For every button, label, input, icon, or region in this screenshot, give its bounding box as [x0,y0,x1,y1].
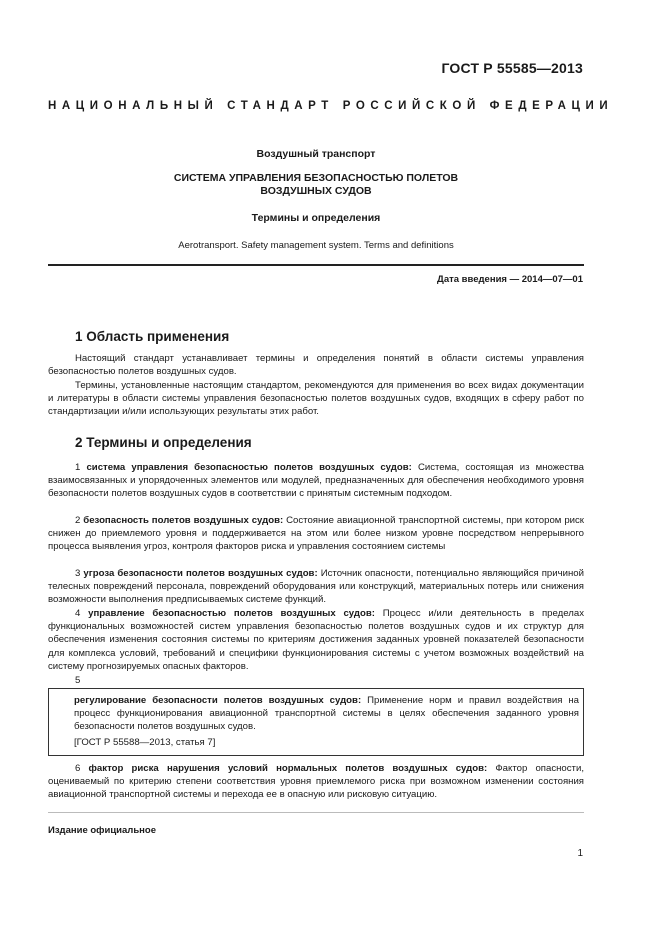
term-number: 3 [75,568,81,579]
national-standard-heading: НАЦИОНАЛЬНЫЙ СТАНДАРТ РОССИЙСКОЙ ФЕДЕРАЦИИ [48,100,614,112]
term-definition: Система, состоящая из множества взаимосвязанных и упорядоченных элементов или модулей, предназначенных для обеспечения необходимого уровня безопасности полетов воздушных судов в соответствии с принятым системным подходом. [48,462,585,500]
term-number: 1 [75,462,81,473]
term-name: фактор риска нарушения условий нормальных полетов воздушных судов: [88,763,488,774]
term-name: управление безопасностью полетов воздушных судов: [88,608,375,619]
page-number: 1 [577,848,583,859]
term-definition: Процесс и/или деятельность в пределах функциональных возможностей систем управления безопасностью полетов воздушных судов и их структур для обеспечения изменения состояния системы по критериям достижения заданных уровней показателей безопасности для комплекса условий, требований и специфики функционирования системы с учетом возможных воздействий на систему прогнозируемых опасных факторов. [48,608,584,672]
english-title: Aerotransport. Safety management system. Terms and definitions [178,240,454,251]
document-subtitle: Термины и определения [251,212,381,224]
document-title-line2: ВОЗДУШНЫХ СУДОВ [260,185,372,197]
term-definition: Применение норм и правил воздействия на процесс функционирования авиационной транспортной системы в целях обеспечения заданного уровня безопасности полетов воздушных судов. [74,695,579,733]
term-name: система управления безопасностью полетов воздушных судов: [86,462,412,473]
term-entry-2 [48,514,584,554]
term-definition: Состояние авиационной транспортной системы, при котором риск снижен до приемлемого уровня и поддерживается на этом или более низком уровне посредством непрерывного процесса выявления угроз, контроля факторов риска и управления состоянием системы [48,515,585,553]
section2-heading: 2 Термины и определения [75,435,252,450]
term-entry-1 [48,461,584,501]
document-title-line1: СИСТЕМА УПРАВЛЕНИЯ БЕЗОПАСНОСТЬЮ ПОЛЕТОВ [173,172,459,184]
term-number: 4 [75,608,81,619]
section1-paragraph-1: Настоящий стандарт устанавливает термины и определения понятий в области системы управления безопасностью полетов воздушных судов. [48,353,584,378]
term-number-5: 5 [75,675,81,686]
term-definition: Источник опасности, потенциально являющийся причиной телесных повреждений персонала, повреждений оборудования или конструкций, материальных потерь или снижения возможности выполнения предписываемых системе функций. [48,568,584,606]
term-number: 2 [75,515,81,526]
term-number: 6 [75,763,81,774]
term-name: регулирование безопасности полетов воздушных судов: [74,695,362,706]
official-edition-label: Издание официальное [48,825,156,836]
section1-heading: 1 Область применения [75,329,230,344]
term-name: безопасность полетов воздушных судов: [83,515,284,526]
quoted-term-box [48,688,584,756]
footer-divider [48,812,584,813]
standard-code: ГОСТ Р 55585—2013 [441,60,583,76]
term-entry-5 [74,694,579,734]
title-divider [48,264,584,266]
introduction-date: Дата введения — 2014—07—01 [437,274,583,285]
subject-title: Воздушный транспорт [256,148,376,160]
section1-paragraph-2: Термины, установленные настоящим стандартом, рекомендуются для применения во всех видах документации и литературы в области системы управления безопасностью полетов воздушных судов, входящих в сферу работ по стандартизации и/или использующих результаты этих работ. [48,380,584,418]
term-entry-6 [48,762,584,802]
term-name: угроза безопасности полетов воздушных судов: [83,568,318,579]
term-entry-3 [48,567,584,607]
term-definition: Фактор опасности, оцениваемый по критерию степени соответствия уровня приемлемого риска при возможном изменении состояния авиационной транспортной системы и перехода ее в опасную или рисковую ситуацию. [48,763,584,801]
document-title [48,172,584,198]
term-entry-4 [48,607,584,673]
standard-reference: [ГОСТ Р 55588—2013, статья 7] [74,737,216,748]
